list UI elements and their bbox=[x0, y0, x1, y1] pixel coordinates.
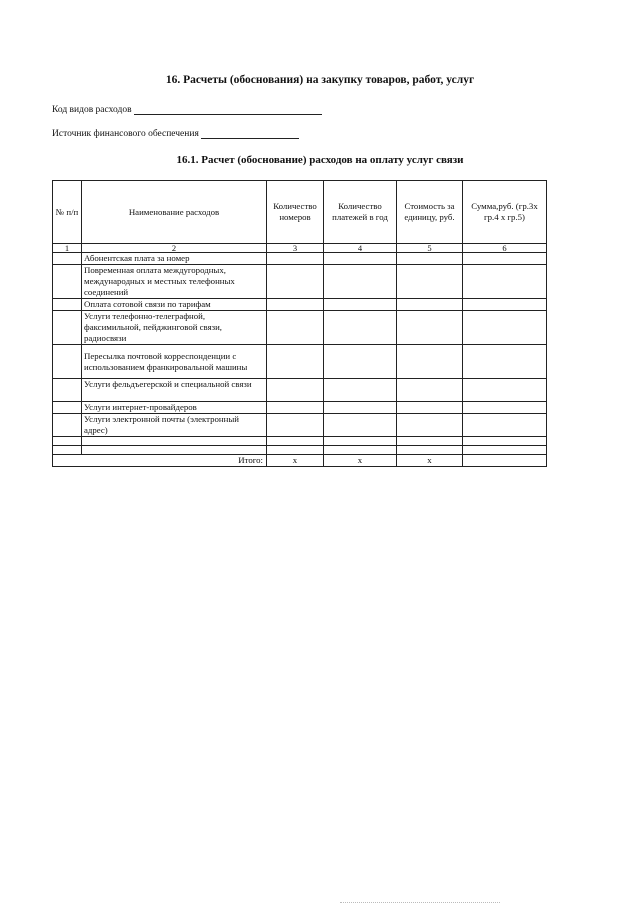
unit-cost-cell bbox=[397, 402, 463, 414]
funding-source-blank bbox=[201, 128, 299, 139]
number-count-cell bbox=[267, 299, 324, 311]
expense-name-cell: Услуги телефонно-телеграфной, факсимильной, пейджинговой связи, радиосвязи bbox=[82, 311, 267, 345]
payments-cell bbox=[324, 379, 397, 402]
communication-expenses-table bbox=[52, 180, 547, 467]
expense-name-cell: Пересылка почтовой корреспонденции с использованием франкировальной машины bbox=[82, 345, 267, 379]
payments-cell bbox=[324, 402, 397, 414]
row-number-cell bbox=[53, 414, 82, 437]
empty-row bbox=[53, 446, 547, 455]
number-count-cell bbox=[267, 311, 324, 345]
sum-cell bbox=[463, 299, 547, 311]
column-number: 5 bbox=[397, 244, 463, 253]
sum-cell bbox=[463, 265, 547, 299]
payments-cell bbox=[324, 253, 397, 265]
column-number: 6 bbox=[463, 244, 547, 253]
row-number-cell bbox=[53, 402, 82, 414]
header-unit-cost: Стоимость за единицу, руб. bbox=[397, 181, 463, 244]
unit-cost-cell bbox=[397, 253, 463, 265]
total-row bbox=[53, 455, 547, 467]
table-row bbox=[53, 253, 547, 265]
header-number: № п/п bbox=[53, 181, 82, 244]
column-number: 1 bbox=[53, 244, 82, 253]
expense-name-cell: Услуги интернет-провайдеров bbox=[82, 402, 267, 414]
column-number: 2 bbox=[82, 244, 267, 253]
table-row bbox=[53, 265, 547, 299]
expense-name-cell: Абонентская плата за номер bbox=[82, 253, 267, 265]
row-number-cell bbox=[53, 299, 82, 311]
number-count-cell bbox=[267, 345, 324, 379]
number-count-cell bbox=[267, 265, 324, 299]
expense-name-cell: Услуги электронной почты (электронный адрес) bbox=[82, 414, 267, 437]
sum-cell bbox=[463, 379, 547, 402]
empty-row bbox=[53, 437, 547, 446]
table-row bbox=[53, 299, 547, 311]
sum-cell bbox=[463, 253, 547, 265]
expense-name-cell: Услуги фельдъегерской и специальной связи bbox=[82, 379, 267, 402]
payments-cell bbox=[324, 345, 397, 379]
payments-cell bbox=[324, 414, 397, 437]
sum-cell bbox=[463, 311, 547, 345]
expense-code-blank bbox=[134, 104, 322, 115]
column-number-row bbox=[53, 244, 547, 253]
table-row bbox=[53, 379, 547, 402]
funding-source-label: Источник финансового обеспечения bbox=[52, 129, 199, 139]
unit-cost-cell bbox=[397, 311, 463, 345]
total-mark: х bbox=[324, 455, 397, 467]
number-count-cell bbox=[267, 414, 324, 437]
sum-cell bbox=[463, 402, 547, 414]
sum-cell bbox=[463, 414, 547, 437]
sum-cell bbox=[463, 345, 547, 379]
unit-cost-cell bbox=[397, 414, 463, 437]
number-count-cell bbox=[267, 402, 324, 414]
unit-cost-cell bbox=[397, 345, 463, 379]
funding-source-field bbox=[52, 128, 299, 139]
expense-code-field bbox=[52, 104, 322, 115]
expense-code-label: Код видов расходов bbox=[52, 105, 132, 115]
unit-cost-cell bbox=[397, 265, 463, 299]
total-sum-cell bbox=[463, 455, 547, 467]
row-number-cell bbox=[53, 379, 82, 402]
row-number-cell bbox=[53, 311, 82, 345]
expense-name-cell: Оплата сотовой связи по тарифам bbox=[82, 299, 267, 311]
column-number: 4 bbox=[324, 244, 397, 253]
row-number-cell bbox=[53, 265, 82, 299]
header-number-count: Количество номеров bbox=[267, 181, 324, 244]
unit-cost-cell bbox=[397, 299, 463, 311]
number-count-cell bbox=[267, 253, 324, 265]
payments-cell bbox=[324, 265, 397, 299]
row-number-cell bbox=[53, 253, 82, 265]
document-title: 16. Расчеты (обоснования) на закупку товаров, работ, услуг bbox=[165, 74, 475, 86]
header-payments-per-year: Количество платежей в год bbox=[324, 181, 397, 244]
unit-cost-cell bbox=[397, 379, 463, 402]
row-number-cell bbox=[53, 345, 82, 379]
total-mark: х bbox=[267, 455, 324, 467]
table-row bbox=[53, 402, 547, 414]
total-mark: х bbox=[397, 455, 463, 467]
scan-artifact-line bbox=[340, 902, 500, 903]
table-header-row bbox=[53, 181, 547, 244]
header-sum: Сумма,руб. (гр.3х гр.4 х гр.5) bbox=[463, 181, 547, 244]
table-row bbox=[53, 311, 547, 345]
total-label: Итого: bbox=[53, 455, 267, 467]
table-row bbox=[53, 414, 547, 437]
column-number: 3 bbox=[267, 244, 324, 253]
number-count-cell bbox=[267, 379, 324, 402]
payments-cell bbox=[324, 311, 397, 345]
expense-name-cell: Повременная оплата междугородных, международных и местных телефонных соединений bbox=[82, 265, 267, 299]
section-subtitle: 16.1. Расчет (обоснование) расходов на оплату услуг связи bbox=[176, 154, 464, 166]
payments-cell bbox=[324, 299, 397, 311]
table-row bbox=[53, 345, 547, 379]
header-expense-name: Наименование расходов bbox=[82, 181, 267, 244]
